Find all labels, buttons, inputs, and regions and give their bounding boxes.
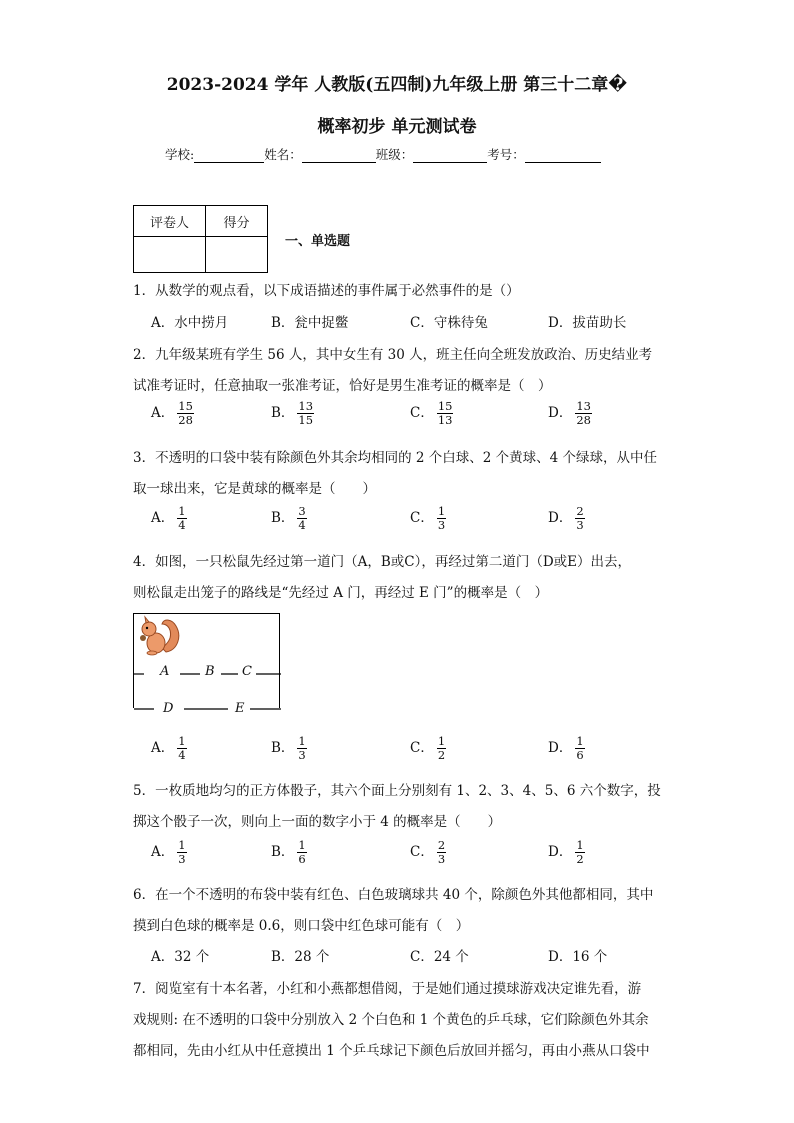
class-blank	[413, 148, 487, 163]
student-info-row	[165, 145, 601, 163]
denominator: 2	[437, 748, 446, 762]
q5-option-a: A． $\frac{1}{3}$	[151, 838, 186, 866]
number-label: 考号：	[487, 147, 525, 162]
denominator: 4	[178, 748, 186, 762]
q3-option-d: D． $\frac{2}{3}$	[548, 504, 584, 532]
numerator: 13	[576, 399, 591, 413]
q4-option-d: D． $\frac{1}{6}$	[548, 734, 584, 762]
q2-option-a: A． $\frac{15}{28}$	[151, 399, 193, 427]
numerator: 3	[298, 504, 306, 518]
denominator: 28	[178, 413, 193, 427]
q4-option-b: B． $\frac{1}{3}$	[271, 734, 306, 762]
q3-option-b: B． $\frac{3}{4}$	[271, 504, 306, 532]
question-4-line: 4．如图，一只松鼠先经过第一道门（A，B或C），再经过第二道门（D或E）出去，	[133, 554, 632, 570]
numerator: 13	[298, 399, 314, 413]
q6-option-c: C．24 个	[410, 949, 469, 965]
question-4-line: 则松鼠走出笼子的路线是“先经过 A 门，再经过 E 门”的概率是（ ）	[133, 585, 549, 601]
q5-option-d: D． $\frac{1}{2}$	[548, 838, 584, 866]
door-d-label: D	[163, 701, 174, 716]
q3-option-c: C． $\frac{1}{3}$	[410, 504, 446, 532]
class-label: 班级：	[375, 147, 414, 162]
door-b-label: B	[205, 664, 215, 679]
numerator: 1	[298, 838, 306, 852]
question-7-line: 都相同，先由小红从中任意摸出 1 个乒乓球记下颜色后放回并摇匀，再由小燕从口袋中	[133, 1043, 650, 1059]
q4-option-a: A． $\frac{1}{4}$	[151, 734, 186, 762]
numerator: 2	[437, 838, 446, 852]
school-label: 学校:	[165, 147, 195, 162]
score-cell	[206, 237, 268, 273]
q6-option-b: B．28 个	[271, 949, 330, 965]
q6-option-a: A．32 个	[151, 949, 210, 965]
school-blank	[194, 148, 264, 163]
question-2-line: 试准考证时，任意抽取一张准考证，恰好是男生准考证的概率是（ ）	[133, 378, 552, 394]
door-a-label: A	[160, 664, 170, 679]
question-6-line: 摸到白色球的概率是 0.6，则口袋中红色球可能有（ ）	[133, 918, 470, 934]
q2-option-b: B． $\frac{13}{15}$	[271, 399, 314, 427]
numerator: 1	[178, 734, 186, 748]
question-3-line: 取一球出来，它是黄球的概率是（ ）	[133, 481, 376, 497]
name-label: 姓名：	[264, 147, 302, 162]
numerator: 1	[437, 734, 446, 748]
question-5-line: 5．一枚质地均匀的正方体骰子，其六个面上分别刻有 1、2、3、4、5、6 六个数字，投	[133, 783, 661, 799]
name-blank	[302, 148, 376, 163]
q1-option-d: D．拔苗助长	[548, 315, 627, 331]
score-header: 得分	[206, 206, 268, 237]
grader-header: 评卷人	[134, 206, 206, 237]
numerator: 1	[298, 734, 306, 748]
denominator: 3	[437, 852, 446, 866]
door-c-label: C	[242, 664, 252, 679]
question-1-line: 1．从数学的观点看，以下成语描述的事件属于必然事件的是（）	[133, 283, 520, 299]
number-blank	[525, 148, 601, 163]
score-table	[133, 205, 268, 273]
squirrel-icon	[134, 614, 184, 656]
q1-option-c: C．守株待兔	[410, 315, 488, 331]
exam-title-line2: 概率初步 单元测试卷	[317, 117, 477, 137]
denominator: 2	[576, 852, 584, 866]
numerator: 1	[437, 504, 446, 518]
door-e-label: E	[235, 701, 245, 716]
q4-option-c: C． $\frac{1}{2}$	[410, 734, 446, 762]
denominator: 3	[178, 852, 186, 866]
numerator: 1	[178, 504, 186, 518]
denominator: 4	[178, 518, 186, 532]
question-5-line: 掷这个骰子一次，则向上一面的数字小于 4 的概率是（ ）	[133, 814, 502, 830]
numerator: 2	[576, 504, 584, 518]
grader-cell	[134, 237, 206, 273]
q6-option-d: D．16 个	[548, 949, 608, 965]
q2-option-c: C． $\frac{15}{13}$	[410, 399, 453, 427]
squirrel-cage-figure	[133, 613, 280, 716]
question-7-line: 7．阅览室有十本名著，小红和小燕都想借阅，于是她们通过摸球游戏决定谁先看，游	[133, 981, 642, 997]
q2-option-d: D． $\frac{13}{28}$	[548, 399, 591, 427]
q5-option-c: C． $\frac{2}{3}$	[410, 838, 446, 866]
question-6-line: 6．在一个不透明的布袋中装有红色、白色玻璃球共 40 个，除颜色外其他都相同，其中	[133, 887, 654, 903]
denominator: 6	[576, 748, 584, 762]
q3-option-a: A． $\frac{1}{4}$	[151, 504, 186, 532]
q1-option-a: A．水中捞月	[151, 315, 229, 331]
denominator: 3	[437, 518, 446, 532]
numerator: 1	[178, 838, 186, 852]
section-title: 一、单选题	[285, 234, 351, 249]
denominator: 28	[576, 413, 591, 427]
denominator: 3	[298, 748, 306, 762]
question-2-line: 2．九年级某班有学生 56 人，其中女生有 30 人，班主任向全班发放政治、历史结业考	[133, 347, 653, 363]
numerator: 15	[178, 399, 193, 413]
denominator: 13	[437, 413, 453, 427]
denominator: 15	[298, 413, 314, 427]
denominator: 4	[298, 518, 306, 532]
numerator: 1	[576, 838, 584, 852]
denominator: 3	[576, 518, 584, 532]
denominator: 6	[298, 852, 306, 866]
numerator: 15	[437, 399, 453, 413]
exam-title-line1: 2023-2024 学年 人教版(五四制)九年级上册 第三十二章�	[166, 75, 628, 95]
question-3-line: 3．不透明的口袋中装有除颜色外其余均相同的 2 个白球、2 个黄球、4 个绿球，从中任	[133, 450, 658, 466]
numerator: 1	[576, 734, 584, 748]
question-7-line: 戏规则: 在不透明的口袋中分别放入 2 个白色和 1 个黄色的乒乓球，它们除颜色外其余	[133, 1012, 649, 1028]
q5-option-b: B． $\frac{1}{6}$	[271, 838, 306, 866]
q1-option-b: B．瓮中捉鳖	[271, 315, 349, 331]
